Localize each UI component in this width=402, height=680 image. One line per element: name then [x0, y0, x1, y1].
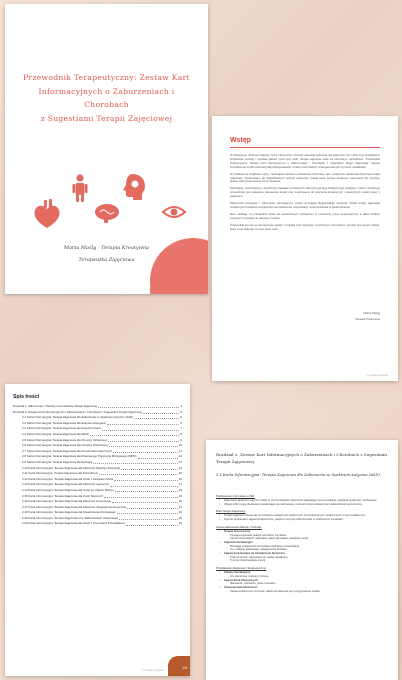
toc-entry-page: 9 — [180, 437, 182, 442]
toc-entry-title: 2.12 Karta Informacyjna: Terapia Zajęciowa dla Osób z Zespołem Retta — [22, 476, 114, 481]
toc-entry-title: 2.2 Karta Informacyjna: Terapia Zajęciowa dla Zespołu Aspergera — [22, 420, 106, 425]
cover-title — [19, 71, 194, 125]
toc-leader-dots — [98, 407, 179, 408]
toc-entry-title: 2.7 Karta Informacyjna: Terapia Zajęciowa dla Chorób Reumatycznych — [22, 448, 113, 453]
sub-bullet-item: ◦ Pomaga regulować reakcje na bodźce zmysłowe. — [216, 534, 388, 538]
section-label: Spersonalizowane Metody i Techniki: — [216, 524, 262, 529]
page-number: 24 — [182, 665, 187, 670]
head-brain-icon — [123, 174, 145, 200]
toc-entry-page: 15 — [178, 471, 182, 476]
bullet-item: • Poprzez strukturalne zajęcia terapeutyczne, pacjenci uczą się radzenia sobie w codziennych sytuacjach. — [216, 518, 388, 522]
toc-entry[interactable] — [13, 521, 182, 527]
bullet-heading: • Terapia Sensoryczna: — [216, 530, 388, 534]
toc-entry-title: 2.11 Karta Informacyjna: Terapia Zajęciowa dla Schizofrenii — [22, 471, 98, 476]
bullet-heading: • Zajęcia Sztuk Plastycznych: — [216, 579, 388, 583]
intro-heading: Wstęp — [230, 137, 251, 144]
brain-icon — [95, 204, 119, 223]
toc-leader-dots — [117, 513, 178, 514]
toc-entry-page: 23 — [178, 515, 182, 520]
toc-entry-title: 2.5 Karta Informacyjna: Terapia Zajęciowa dla Choroby Alzheimera — [22, 437, 108, 442]
signature-name: Marta Maślg — [363, 311, 380, 315]
toc-entry-page: 13 — [178, 459, 182, 464]
bullet-item: • Terapia zajęciowa skupia się na rozwijaniu umiejętności społecznych, komunikacyjnych i praktycznych w życiu codziennym. — [216, 514, 388, 518]
eye-icon — [163, 207, 185, 217]
sub-bullet-item: ◦ Rozwijają umiejętności komunikacji werbalnej i niewerbalnej. — [216, 545, 388, 549]
intro-paragraph: Rozwojowy, neurologiczny i psychiczny charakter omawianych zaburzeń wymaga holistycznego podejścia. Celem niniejszego przewodnika jest ułatwienie planowania terapii oraz inspirowanie do tworzenia kreatywnych i skutecznych metod pracy z pacjentem. — [230, 187, 380, 199]
person-icon — [73, 174, 88, 202]
bullet-item: • Zaburzenie Spektrum Autyzmu (ASD) to neurorozwojowe zaburzenie wpływające na komunikację, interakcje społeczne i zachowanie. — [216, 499, 388, 503]
toc-entry-title: 2.4 Karta Informacyjna: Terapia Zajęciowa dla ADHD — [22, 431, 90, 436]
toc-leader-dots — [134, 418, 179, 419]
bullet-heading: • Zajęcia Komunikacyjne: — [216, 541, 388, 545]
toc-entry-title: 2.20 Karta Informacyjna: Terapia Zajęciowa dla Osób z Chorobami Przewlekłymi — [22, 521, 125, 526]
section-label: Podstawowe informacje o ASD: — [216, 494, 256, 498]
cover-author: Marta Maślg · Terapia Kreatywna — [63, 245, 150, 251]
intro-paragraph: Przewodnik ten ma na celu łączenie wiedzy z empatią oraz inspirację z konkretnym narzędziem, tworząc tym samym całość, która może wpłynąć na życie wielu osób. — [230, 223, 380, 231]
toc-entry-page: 8 — [180, 431, 182, 436]
toc-list — [13, 404, 182, 527]
sub-bullet-item: ◦ Nauka codziennych czynności, takich jak ubieranie się i przygotowanie posiłku. — [216, 590, 388, 594]
chapter-body — [216, 491, 388, 593]
toc-leader-dots — [127, 508, 178, 509]
toc-entry-page: 18 — [178, 487, 182, 492]
sub-bullet-item: ◦ Użycie różnorodnych materiałów, takich jak piasek, plastelina, woda. — [216, 537, 388, 541]
toc-entry-page: 19 — [178, 493, 182, 498]
bullet-item: • Objawy ASD mogą obejmować powtarzające się zachowania, trudności w komunikacji oraz nadwrażliwość sensoryczną. — [216, 503, 388, 507]
toc-leader-dots — [102, 430, 179, 431]
toc-leader-dots — [143, 413, 179, 414]
toc-entry-page: 10 — [178, 443, 182, 448]
toc-entry-page: 14 — [178, 465, 182, 470]
sub-bullet-item: ◦ Praca w grupie, odgrywanie ról, nauka współpracy. — [216, 556, 388, 560]
toc-entry-page: 17 — [178, 482, 182, 487]
intro-paragraph: W dzisiejszym złożonym świecie, liczne zaburzenia i choroby stanowią wyzwanie dla pacjentów, ich rodzin oraz specjalistów. Wspieranie rozwoju i poprawa jakości życia tych osób, terapia zajęciowa staje się kluczowym narzędziem. "Przewodnik Terapeutyczny: Zestaw Kart Informacyjnych o Zaburzeniach i Chorobach z Sugestiami Terapii Zajęciowej" stanowi kompleksowe źródło informacji dla profesjonalistów, a także osób bliskich i zaangażowanych w proces rehabilitacji. — [230, 154, 380, 169]
toc-entry-page: 21 — [178, 504, 182, 509]
toc-leader-dots — [112, 502, 178, 503]
toc-entry-page: 24 — [178, 521, 182, 526]
toc-entry-title: 2.8 Karta Informacyjna: Terapia Zajęciowa dla Dziecięcego Porażenia Mózgowego (MPD) — [22, 454, 137, 459]
cover-subtitle: Terapeutka Zajęciowa — [78, 257, 135, 263]
signature — [355, 310, 380, 322]
bullet-heading: • Zajęcia Zorientowane na Umiejętności Społeczne: — [216, 552, 388, 556]
signature-org: Terapia Kreatywna — [355, 317, 380, 321]
bullet-heading: • Ćwiczenia Samodzielności: — [216, 586, 388, 590]
intro-paragraph: Zaburzenia rozwojowe i zaburzenia neurologiczne często wymagają długotrwałego wsparcia. Dzięki terapii zajęciowej możliwe jest rozwijanie umiejętności samodzielności, komunikacji i funkcjonowania w społeczeństwie. — [230, 202, 380, 209]
sub-bullet-item: ◦ Malowanie, rysowanie, prace manualne. — [216, 582, 388, 586]
heart-icon — [35, 199, 60, 228]
toc-entry-title: 2.3 Karta Informacyjna: Terapia Zajęciowa dla Zespołu Downa — [22, 426, 102, 431]
toc-entry-page: 6 — [180, 420, 182, 425]
toc-entry-title: 2.10 Karta Informacyjna: Terapia Zajęciowa dla Zaburzeń Nastroju (Depresji) — [22, 465, 121, 470]
chapter-heading: Rozdział 2. Zestaw Kart Informacyjnych o Zaburzeniach i Chorobach z Sugestiami Terapii Zajęciowej — [216, 452, 387, 464]
toc-leader-dots — [93, 463, 178, 464]
toc-entry-page: 5 — [180, 409, 182, 414]
sub-bullet-item: ◦ Trening rozpoznawania emocji. — [216, 559, 388, 563]
heading-divider — [230, 147, 380, 148]
toc-entry-page: 5 — [180, 415, 182, 420]
intro-paragraph: W publikacji tej znajdziesz opisy, zawierające zarówno podstawowe informacje, jak i praktyczne wskazówki dotyczące terapii zajęciowej, dostosowane do indywidualnych potrzeb pacjentów. Każda karta opisuje konkretne zaburzenie lub chorobę, objawy oraz proponowane formy wsparcia. — [230, 172, 380, 184]
toc-page — [5, 384, 190, 676]
toc-entry-title: 2.6 Karta Informacyjna: Terapia Zajęciowa dla Choroby Parkinsona — [22, 443, 108, 448]
toc-leader-dots — [115, 491, 178, 492]
cover-title-line: z Sugestiami Terapii Zajęciowej — [40, 113, 173, 123]
intro-paragraph: Mam nadzieję, że przewodnik okaże się wartościowym narzędziem w codziennej pracy terapeutycznej, a także źródłem inspiracji i motywacji do dalszego rozwoju. — [230, 212, 380, 220]
toc-leader-dots — [90, 435, 179, 436]
toc-leader-dots — [108, 441, 179, 442]
intro-body — [230, 154, 380, 235]
toc-leader-dots — [119, 519, 178, 520]
toc-entry-title: 2.18 Karta Informacyjna: Terapia Zajęciowa dla Stwardnienia Rozsianego — [22, 510, 116, 515]
toc-entry-page: 22 — [178, 510, 182, 515]
toc-leader-dots — [109, 446, 178, 447]
section-label: Rola Terapii Zajęciowej: — [216, 509, 246, 514]
toc-entry-title: 2.19 Karta Informacyjna: Terapia Zajęciowa przy Zaburzeniach Odżywiania — [22, 515, 118, 520]
chapter-subheading: 2.1 Karta Informacyjna: Terapia Zajęciowa dla Zaburzenia ze Spektrum Autyzmu (ASD) — [216, 473, 380, 477]
toc-entry-page: 4 — [180, 404, 182, 408]
toc-entry-title: 2.9 Karta Informacyjna: Terapia Zajęciowa dla Epilepsji — [22, 459, 93, 464]
toc-entry-title: Rozdział 1. Zaburzenia i Choroby w Kontekście Terapii Zajęciowej — [13, 404, 98, 408]
sub-bullet-item: ◦ Gry i zabawy wspierające nawiązywanie kontaktu. — [216, 548, 388, 552]
toc-entry-page: 7 — [180, 426, 182, 431]
toc-leader-dots — [138, 458, 178, 459]
toc-leader-dots — [121, 469, 178, 470]
cover-icons — [5, 172, 208, 232]
sub-bullet-item: ◦ Gry planszowe i zabawy ruchowe. — [216, 575, 388, 579]
toc-entry-title: 2.16 Karta Informacyjna: Terapia Zajęciowa dla Zaburzeń Uczenia się — [22, 499, 111, 504]
toc-entry-page: 20 — [178, 499, 182, 504]
toc-entry-title: Rozdział 2. Zestaw Kart Informacyjnych o Zaburzeniach i Chorobach z Sugestiami Terapii Zajęciowej — [13, 409, 142, 414]
toc-entry-title: 2.17 Karta Informacyjna: Terapia Zajęciowa dla Zaburzeń Integracji Sensorycznej — [22, 504, 126, 509]
toc-entry-page: 12 — [178, 454, 182, 459]
toc-leader-dots — [107, 424, 180, 425]
cover-title-line: Przewodnik Terapeutyczny: Zestaw Kart — [23, 73, 190, 82]
cover-title-line: Informacyjnych o Zaburzeniach i Chorobach — [38, 86, 175, 109]
toc-leader-dots — [99, 474, 178, 475]
page-footer: © Terapia Kreatywna — [141, 669, 164, 672]
cover-page — [5, 4, 208, 294]
toc-heading: Spis treści — [13, 394, 40, 400]
section-label: Przykładowe Aktywności Terapeutyczne: — [216, 566, 267, 571]
toc-entry-page: 11 — [178, 448, 182, 453]
toc-entry-title: 2.13 Karta Informacyjna: Terapia Zajęciowa dla Zaburzeń Lękowych — [22, 482, 109, 487]
toc-leader-dots — [114, 480, 177, 481]
intro-page — [212, 116, 398, 381]
toc-entry-title: 2.14 Karta Informacyjna: Terapia Zajęciowa dla Osób po Udarze Mózgu — [22, 487, 114, 492]
toc-entry-title: 2.15 Karta Informacyjna: Terapia Zajęciowa dla Osób Starszych — [22, 493, 104, 498]
toc-entry-page: 16 — [178, 476, 182, 481]
toc-leader-dots — [113, 452, 178, 453]
bullet-heading: • Zabawy Interaktywne: — [216, 571, 388, 575]
toc-leader-dots — [104, 497, 177, 498]
page-footer: © Terapia Kreatywna — [365, 374, 388, 377]
toc-entry-title: 2.1 Karta Informacyjna: Terapia Zajęciowa dla Zaburzenia ze Spektrum Autyzmu (ASD) — [22, 415, 134, 420]
toc-leader-dots — [110, 486, 178, 487]
toc-leader-dots — [126, 525, 178, 526]
chapter-page — [206, 440, 398, 680]
